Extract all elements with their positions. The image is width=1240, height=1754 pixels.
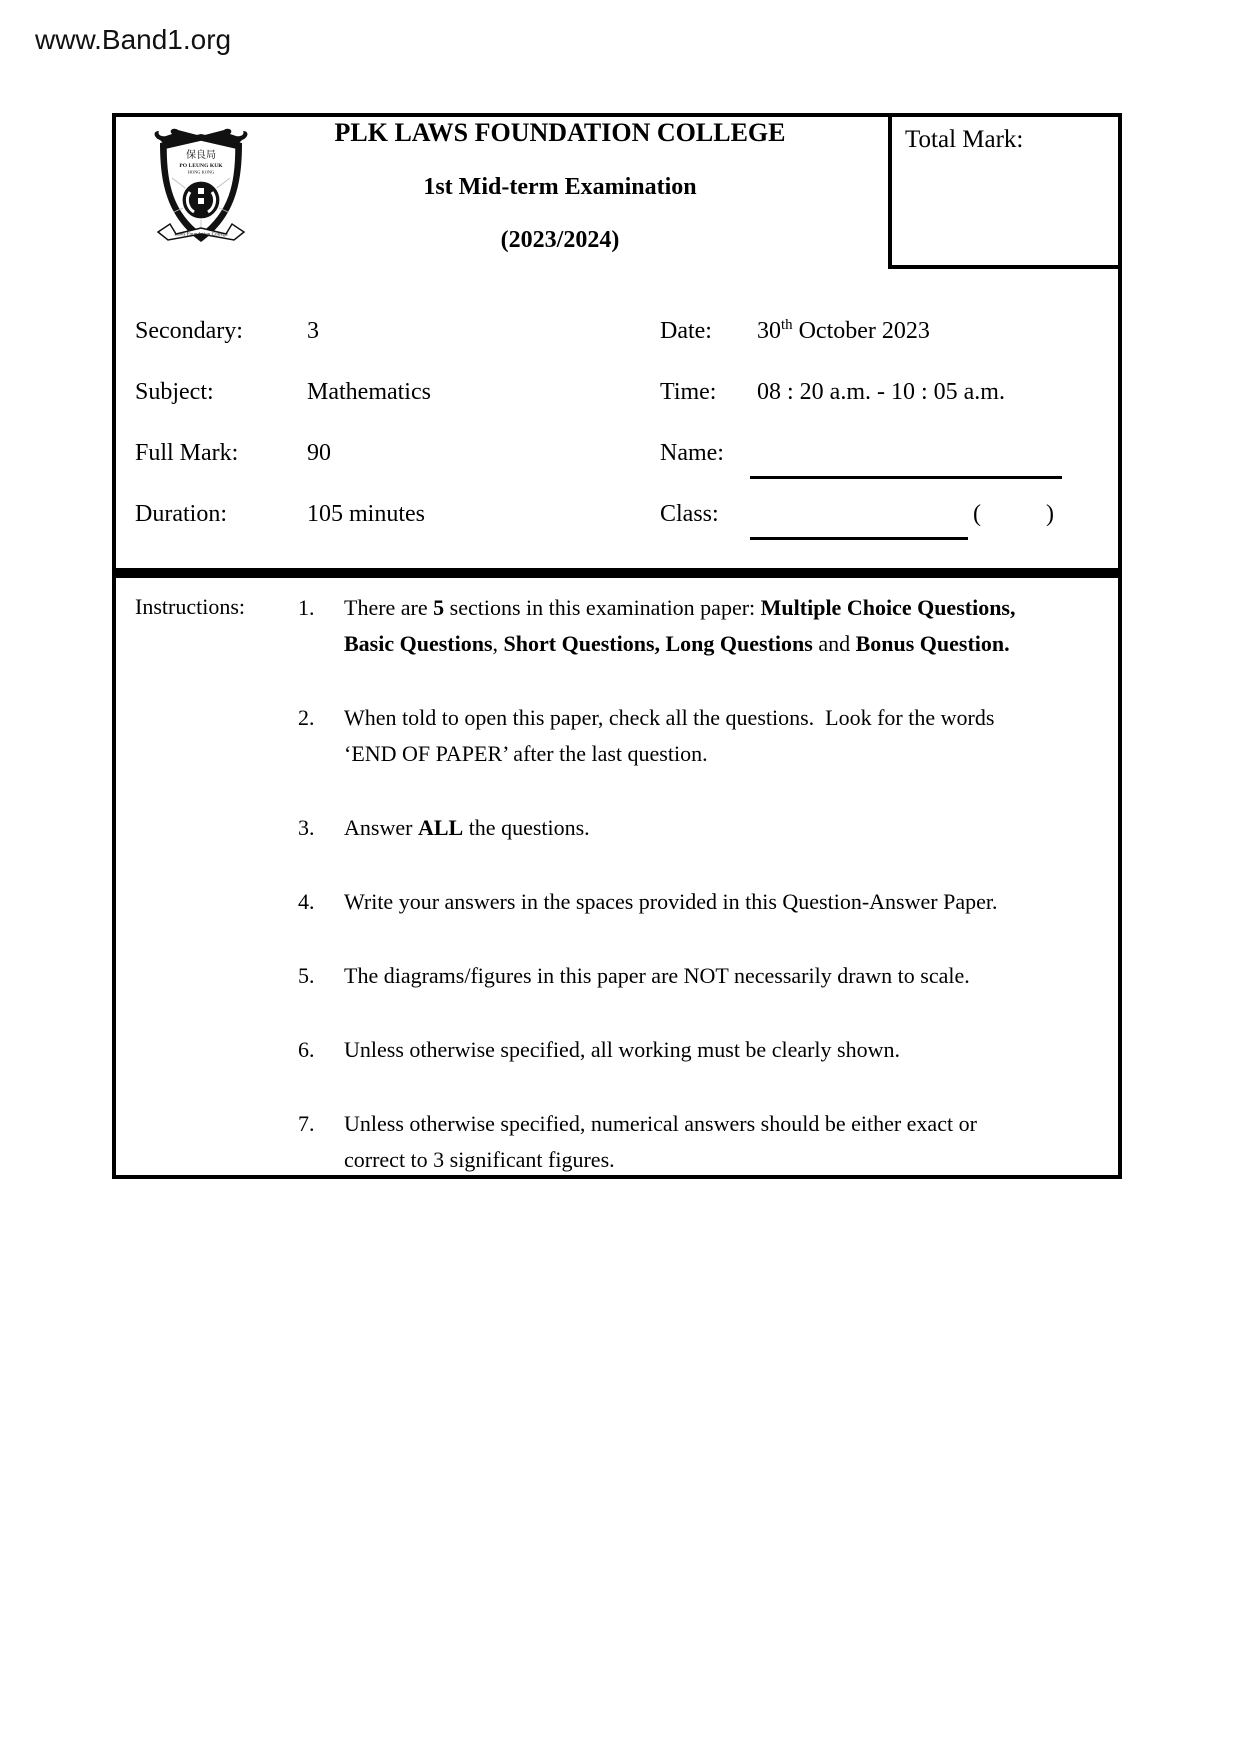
instruction-text: Answer ALL the questions.: [344, 815, 590, 840]
instruction-text: There are 5 sections in this examination paper: Multiple Choice Questions, Basic Questions, Short Questions, Long Questions and Bonus Question.: [344, 595, 1016, 656]
exam-title: 1st Mid-term Examination: [423, 174, 697, 200]
date-row: [660, 318, 1005, 379]
school-name: PLK LAWS FOUNDATION COLLEGE: [334, 118, 786, 147]
date-ordinal: th: [781, 317, 793, 333]
date-label: Date:: [660, 318, 712, 344]
class-row: [660, 501, 1005, 562]
class-fill-line: [750, 537, 968, 540]
name-label: Name:: [660, 440, 724, 466]
logo-region-text: HONG KONG: [187, 169, 215, 175]
instruction-item: [298, 810, 1078, 846]
instructions-list: [298, 590, 1078, 1216]
subject-value: Mathematics: [307, 379, 431, 405]
time-value: 08 : 20 a.m. - 10 : 05 a.m.: [757, 379, 1005, 405]
duration-label: Duration:: [135, 501, 227, 527]
time-row: [660, 379, 1005, 440]
logo-english-text: PO LEUNG KUK: [179, 163, 223, 169]
instruction-item: [298, 1032, 1078, 1068]
school-logo: [150, 128, 252, 250]
instruction-text: Write your answers in the spaces provided in this Question-Answer Paper.: [344, 889, 998, 914]
instruction-text: When told to open this paper, check all the questions. Look for the words ‘END OF PAPER’ after the last question.: [344, 705, 995, 766]
date-value: 30th October 2023: [757, 317, 930, 344]
instructions-label: Instructions:: [135, 594, 245, 619]
title-block: [240, 118, 880, 254]
name-row: [660, 440, 1005, 501]
info-left-column: [135, 318, 431, 562]
info-right-column: [660, 318, 1005, 562]
instruction-number: 1.: [298, 595, 315, 620]
total-mark-label: Total Mark:: [905, 126, 1024, 153]
logo-chinese-text: 保良局: [186, 150, 216, 161]
class-number-paren-close: ): [1046, 501, 1054, 527]
full-mark-label: Full Mark:: [135, 440, 239, 466]
watermark-url: www.Band1.org: [35, 24, 232, 55]
time-label: Time:: [660, 379, 717, 405]
school-crest-icon: [150, 128, 252, 250]
instruction-text: Unless otherwise specified, numerical answers should be either exact or correct to 3 significant figures.: [344, 1111, 977, 1172]
total-mark-box: [888, 113, 1122, 269]
exam-year: (2023/2024): [500, 227, 620, 253]
secondary-row: [135, 318, 431, 379]
class-number-paren-open: (: [973, 501, 981, 527]
instruction-number: 6.: [298, 1037, 315, 1062]
duration-value: 105 minutes: [307, 501, 425, 527]
instruction-item: [298, 884, 1078, 920]
subject-label: Subject:: [135, 379, 214, 405]
instruction-number: 2.: [298, 705, 315, 730]
instruction-item: [298, 700, 1078, 772]
instruction-number: 7.: [298, 1111, 315, 1136]
full-mark-row: [135, 440, 431, 501]
class-label: Class:: [660, 501, 719, 527]
instruction-number: 5.: [298, 963, 315, 988]
subject-row: [135, 379, 431, 440]
instruction-text: Unless otherwise specified, all working must be clearly shown.: [344, 1037, 900, 1062]
instruction-number: 3.: [298, 815, 315, 840]
logo-banner-text: Laws Foundation College: [174, 231, 228, 238]
secondary-label: Secondary:: [135, 318, 243, 344]
instruction-item: [298, 590, 1078, 662]
secondary-value: 3: [307, 318, 319, 344]
instruction-text: The diagrams/figures in this paper are NOT necessarily drawn to scale.: [344, 963, 970, 988]
duration-row: [135, 501, 431, 562]
name-fill-line: [750, 476, 1062, 479]
instruction-item: [298, 1106, 1078, 1178]
full-mark-value: 90: [307, 440, 331, 466]
section-divider: [116, 568, 1118, 578]
instruction-number: 4.: [298, 889, 315, 914]
instruction-item: [298, 958, 1078, 994]
